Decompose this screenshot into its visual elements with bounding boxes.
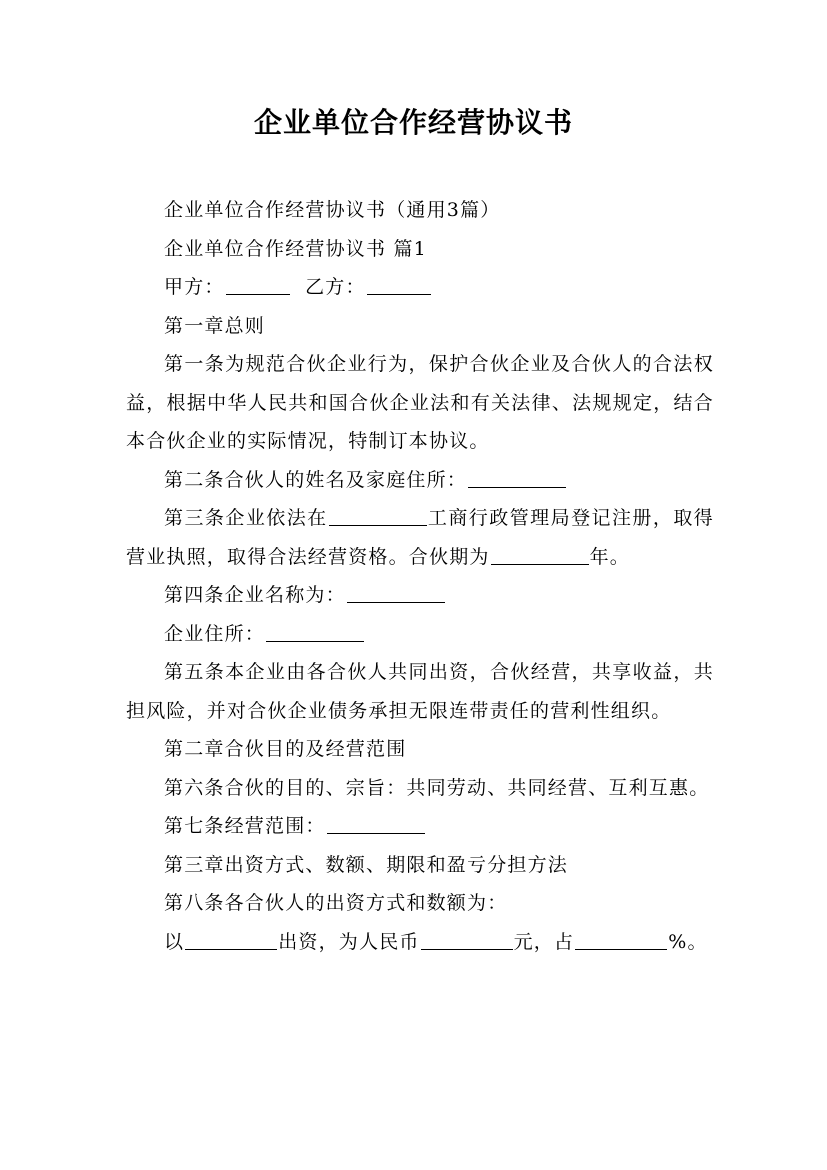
document-body	[126, 191, 714, 961]
enterprise-address	[126, 615, 714, 654]
article-3-blank-bureau	[329, 506, 427, 526]
article-8: 第八条各合伙人的出资方式和数额为：	[164, 892, 508, 914]
article-6: 第六条合伙的目的、宗旨：共同劳动、共同经营、互利互惠。	[164, 776, 710, 799]
article-2	[126, 461, 714, 500]
contribution-text-a: 以	[164, 930, 185, 953]
contribution-text-c: 元，占	[513, 930, 575, 953]
article-2-blank	[468, 468, 566, 488]
article-4	[126, 576, 714, 615]
parties-line	[126, 268, 714, 307]
party-a-blank	[226, 275, 290, 295]
chapter-1-heading: 第一章总则	[164, 314, 266, 337]
article-3-text-b: 工商行政管理局登记注册，取得营业执照，取得合法经营资格。合伙期为	[126, 507, 714, 568]
contribution-text-b: 出资，为人民币	[278, 930, 420, 953]
article-1: 第一条为规范合伙企业行为，保护合伙企业及合伙人的合法权益，根据中华人民共和国合伙企业法和有关法律、法规规定，结合本合伙企业的实际情况，特制订本协议。	[126, 353, 714, 452]
article-3	[126, 499, 714, 576]
chapter-3-heading: 第三章出资方式、数额、期限和盈亏分担方法	[164, 853, 569, 876]
article-7-blank	[327, 814, 425, 834]
article-5: 第五条本企业由各合伙人共同出资，合伙经营，共享收益，共担风险，并对合伙企业债务承担无限连带责任的营利性组织。	[126, 661, 714, 722]
chapter-2-heading: 第二章合伙目的及经营范围	[164, 738, 407, 760]
party-b-blank	[367, 275, 431, 295]
article-3-text-c: 年。	[589, 545, 631, 568]
contribution-method-blank	[185, 930, 277, 950]
party-b-label: 乙方：	[305, 276, 366, 298]
article-4-blank	[347, 583, 445, 603]
article-3-text-a: 第三条企业依法在	[164, 507, 328, 529]
article-7	[126, 807, 714, 846]
document-title: 企业单位合作经营协议书	[253, 106, 573, 139]
article-4-text: 第四条企业名称为：	[164, 584, 346, 606]
article-3-blank-term	[491, 545, 589, 565]
subtitle: 企业单位合作经营协议书（通用3篇）	[164, 199, 501, 221]
party-a-label: 甲方：	[164, 276, 225, 298]
address-blank	[266, 622, 364, 642]
contribution-amount-blank	[421, 930, 513, 950]
piece-title: 企业单位合作经营协议书 篇1	[164, 237, 427, 260]
contribution-line	[126, 923, 714, 962]
article-2-text: 第二条合伙人的姓名及家庭住所：	[164, 468, 468, 491]
article-7-text: 第七条经营范围：	[164, 815, 326, 837]
contribution-text-d: %。	[668, 930, 708, 953]
address-label: 企业住所：	[164, 622, 266, 645]
contribution-percent-blank	[575, 930, 667, 950]
